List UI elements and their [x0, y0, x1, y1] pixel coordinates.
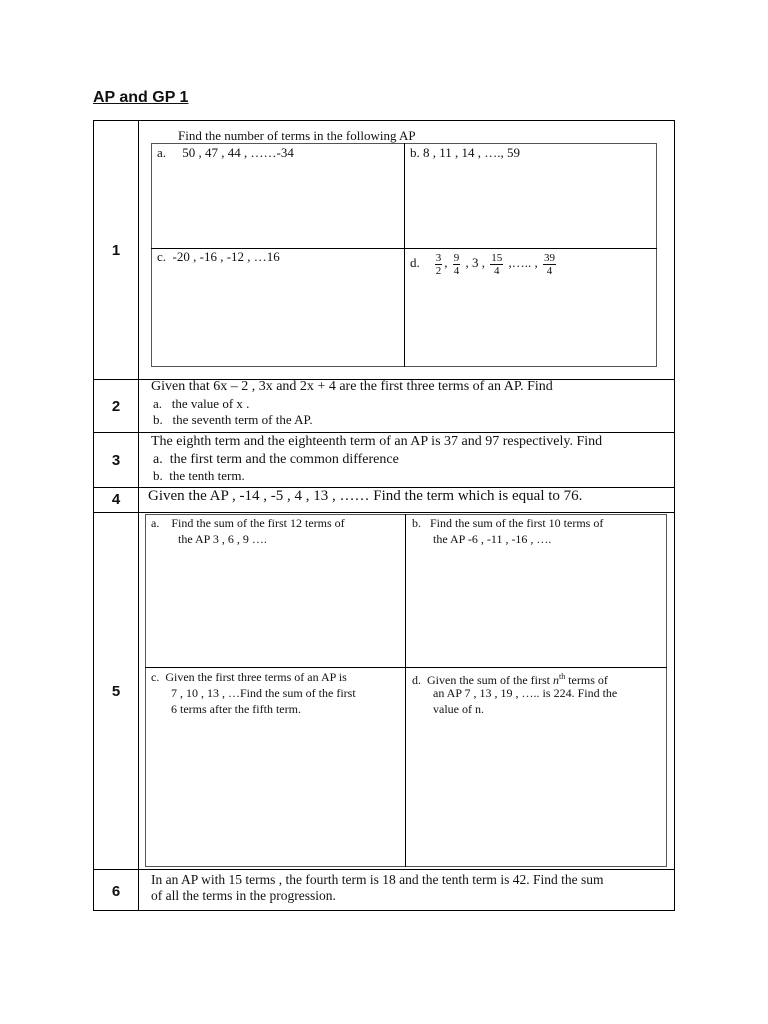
q5-b-line2: the AP -6 , -11 , -16 , …. [433, 532, 552, 546]
q5-part-a [151, 515, 345, 531]
q5-b-label: b. [412, 516, 421, 530]
q1-a-text: 50 , 47 , 44 , ……-34 [182, 145, 294, 160]
number-column-divider [138, 120, 139, 911]
q5-part-b [412, 515, 603, 531]
q1-d-label: d. [410, 255, 420, 270]
q1-d-fraction-4: $\frac{39}{4}$ [544, 251, 555, 277]
q1-d-fraction-2: $\frac{9}{4}$ [453, 251, 460, 277]
q5-a-line1: Find the sum of the first 12 terms of [171, 516, 345, 530]
q1-d-dots: ,….. , [508, 255, 538, 270]
q4-stem: Given the AP , -14 , -5 , 4 , 13 , …… Find the term which is equal to 76. [148, 488, 583, 504]
q3-a-label: a. [153, 452, 163, 467]
q1-b-text: 8 , 11 , 14 , …., 59 [423, 145, 521, 160]
q5-grid-vertical [405, 514, 406, 867]
q5-b-line1: Find the sum of the first 10 terms of [430, 516, 604, 530]
q5-d-label: d. [412, 673, 421, 687]
q1-part-b [410, 145, 520, 160]
q1-heading: Find the number of terms in the following AP [178, 128, 416, 143]
q3-stem: The eighth term and the eighteenth term of an AP is 37 and 97 respectively. Find [151, 434, 603, 449]
q1-b-label: b. [410, 145, 420, 160]
q1-a-label: a. [157, 145, 167, 160]
q5-d-variable: n [552, 673, 559, 687]
q2-stem: Given that 6x – 2 , 3x and 2x + 4 are the first three terms of an AP. Find [151, 379, 553, 394]
q5-d-line2: an AP 7 , 13 , 19 , ….. is 224. Find the [433, 686, 618, 700]
q1-part-d: d. $\frac{3}{2}$ , $\frac{9}{4}$ , 3 , $\frac{15}{4}$ ,….. , $\frac{39}{4}$ [410, 251, 555, 277]
q5-c-line2: 7 , 10 , 13 , …Find the sum of the first [171, 686, 356, 700]
question-number-2: 2 [111, 398, 121, 415]
question-number-6: 6 [111, 883, 121, 900]
page-title: AP and GP 1 [93, 89, 189, 106]
q2-a-label: a. [153, 396, 163, 411]
q2-a-text: the value of x . [171, 396, 250, 411]
q5-d-pre: Given the sum of the first [427, 673, 550, 687]
row-divider-4 [93, 512, 675, 513]
q5-part-c [151, 669, 347, 685]
q1-part-a [157, 145, 294, 160]
q1-c-label: c. [157, 249, 167, 264]
q3-part-a [153, 451, 399, 468]
q3-b-label: b. [153, 468, 163, 483]
q1-part-c [157, 249, 280, 264]
q5-d-line3: value of n. [433, 702, 484, 716]
q5-c-label: c. [151, 670, 160, 684]
q6-line2: of all the terms in the progression. [151, 888, 336, 903]
q1-d-fraction-1: $\frac{3}{2}$ [435, 251, 442, 277]
question-number-4: 4 [111, 491, 121, 508]
q3-a-text: the first term and the common difference [169, 452, 399, 467]
q1-d-fraction-3: $\frac{15}{4}$ [491, 251, 503, 277]
q5-d-post: terms of [568, 673, 608, 687]
q5-grid-horizontal [145, 667, 667, 668]
q5-a-line2: the AP 3 , 6 , 9 …. [178, 532, 267, 546]
q5-a-label: a. [151, 516, 160, 530]
question-number-5: 5 [111, 683, 121, 700]
q2-b-label: b. [153, 412, 163, 427]
q6-line1: In an AP with 15 terms , the fourth term is 18 and the tenth term is 42. Find the sum [151, 872, 604, 887]
q3-b-text: the tenth term. [169, 468, 245, 483]
q2-part-a [153, 396, 249, 411]
q1-d-middle: , 3 , [465, 255, 485, 270]
q5-c-line1: Given the first three terms of an AP is [165, 670, 347, 684]
q2-part-b [153, 412, 313, 427]
q3-part-b [153, 468, 245, 483]
row-divider-5 [93, 869, 675, 870]
q5-c-line3: 6 terms after the fifth term. [171, 702, 301, 716]
q1-c-text: -20 , -16 , -12 , …16 [172, 249, 280, 264]
question-number-3: 3 [111, 452, 121, 469]
q2-b-text: the seventh term of the AP. [172, 412, 313, 427]
question-number-1: 1 [111, 242, 121, 259]
q1-grid-vertical [404, 143, 405, 367]
q5-d-superscript: th [558, 672, 566, 681]
